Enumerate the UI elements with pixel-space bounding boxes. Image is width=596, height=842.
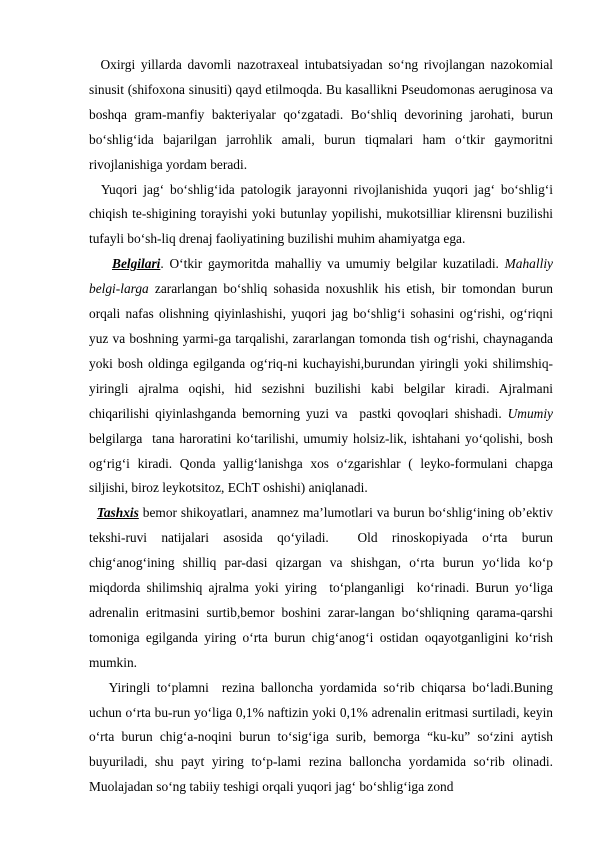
diagnosis-text: bemor shikoyatlari, anamnez ma’lumotlari va burun bo‘shlig‘ining ob’ektiv tekshi-ruvi natijalari asosida qo‘yiladi. Old rinoskopiyada o‘rta burun chig‘anog‘ining shilliq par-dasi qizargan va shishgan, o‘rta burun yo‘lida ko‘p miqdorda shilimshiq ajralma yoki yiring to‘planganligi ko‘rinadi. Burun yo‘liga adrenalin eritmasini surtib,bemor boshini zarar-langan bo‘shliqning qarama-qarshi tomoniga egilganda yiring o‘rta burun chig‘anog‘i ostidan oqayotganligini ko‘rish mumkin. xyxy=(89,505,560,670)
section-heading-tashxis: Tashxis xyxy=(96,505,139,521)
symptoms-text-3: belgilarga tana haroratini ko‘tarilishi, umumiy holsiz-lik, ishtahani yo‘qolishi, bosh og‘rig‘i kiradi. Qonda yallig‘lanishga xos o‘zgarishlar ( leyko-formulani chapga siljishi, biroz leykotsitoz, EChT oshishi) aniqlanadi. xyxy=(89,405,557,496)
paragraph-pathogenesis: Yuqori jag‘ bo‘shlig‘ida patologik jarayonni rivojlanishida yuqori jag‘ bo‘shlig‘i chiqish te-shigining torayishi yoki butunlay yopilishi, mukotsilliar klirensni buzilishi tufayli bo‘sh-liq drenaj faoliyatining buzilishi muhim ahamiyatga ega. xyxy=(89,181,557,247)
paragraph-treatment-balloon: Yiringli to‘plamni rezina balloncha yordamida so‘rib chiqarsa bo‘ladi.Buning uchun o‘rta bu-run yo‘liga 0,1% naftizin yoki 0,1% adrenalin eritmasi surtiladi, keyin o‘rta burun chig‘a-noqini burun to‘sig‘iga surib, bemorga “ku-ku” so‘zini aytish buyuriladi, shu payt yiring to‘p-lami rezina balloncha yordamida so‘rib olinadi. Muolajadan so‘ng tabiiy teshigi orqali yuqori jag‘ bo‘shlig‘iga zond xyxy=(89,679,557,795)
symptoms-text-1: . O‘tkir gaymoritda mahalliy va umumiy belgilar kuzatiladi. xyxy=(160,256,505,272)
symptoms-italic-general: Umumiy xyxy=(507,405,553,421)
symptoms-italic-local: Mahalliy belgi-larga xyxy=(89,256,557,297)
lead-space xyxy=(89,505,97,520)
section-heading-belgilari: Belgilari xyxy=(112,256,161,272)
paragraph-symptoms xyxy=(89,252,557,501)
lead-space xyxy=(89,256,112,271)
paragraph-nosocomial-sinusitis: Oxirgi yillarda davomli nazotraxeal intubatsiyadan so‘ng rivojlangan nazokomial sinusit (shifoxona sinusiti) qayd etilmoqda. Bu kasallikni Pseudomonas aeruginosa va boshqa gram-manfiy bakteriyalar qo‘zgatadi. Bo‘shliq devorining jarohati, burun bo‘shlig‘ida bajarilgan jarrohlik amali, burun tiqmalari ham o‘tkir gaymoritni rivojlanishiga yordam beradi. xyxy=(89,57,557,172)
symptoms-text-2: zararlangan bo‘shliq sohasida noxushlik his etish, bir tomondan burun orqali nafas olishning qiyinlashishi, yuqori jag bo‘shlig‘i sohasini og‘rishi, og‘riqni yuz va boshning yarmi-ga tarqalishi, zararlangan tomonda tish og‘rishi, chaynaganda yoki bosh oldinga egilganda og‘riq-ni kuchayishi,burundan yiringli yoki shilimshiq-yiringli ajralma oqishi, hid sezishni buzilishi kabi belgilar kiradi. Ajralmani chiqarilishi qiyinlashganda bemorning yuzi va pastki qovoqlari shishadi. xyxy=(89,281,557,421)
paragraph-diagnosis xyxy=(89,501,560,675)
